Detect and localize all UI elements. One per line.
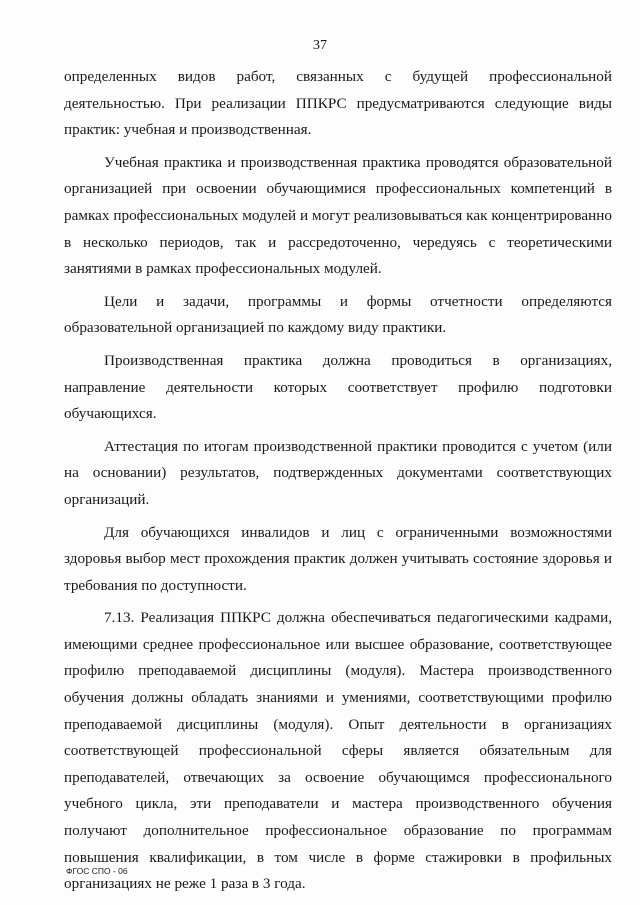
paragraph-practice-organization: Учебная практика и производственная практика проводятся образовательной организацией при освоении обучающимися профессиональных компетенций в рамках профессиональных модулей и могут реализовываться как концентрированно в несколько периодов, так и рассредоточенно, чередуясь с теоретическими занятиями в рамках профессиональных модулей.	[64, 153, 612, 278]
document-footer-code: ФГОС СПО - 06	[66, 866, 128, 876]
paragraph-production-practice: Производственная практика должна проводиться в организациях, направление деятельности которых соответствует профилю подготовки обучающихся.	[64, 351, 612, 423]
paragraph-practice-types: определенных видов работ, связанных с будущей профессиональной деятельностью. При реализации ППКРС предусматриваются следующие виды практик: учебная и производственная.	[64, 68, 612, 139]
page-number: 37	[313, 38, 327, 53]
paragraph-attestation: Аттестация по итогам производственной практики проводится с учетом (или на основании) результатов, подтвержденных документами соответствующих организаций.	[64, 437, 612, 508]
document-body	[64, 64, 612, 898]
paragraph-disabled-students: Для обучающихся инвалидов и лиц с ограниченными возможностями здоровья выбор мест прохождения практик должен учитывать состояние здоровья и требования по доступности.	[64, 523, 612, 594]
paragraph-section-7-13: 7.13. Реализация ППКРС должна обеспечиваться педагогическими кадрами, имеющими среднее профессиональное или высшее образование, соответствующее профилю преподаваемой дисциплины (модуля). Мастера производственного обучения должны обладать знаниями и умениями, соответствующими профилю преподаваемой дисциплины (модуля). Опыт деятельности в организациях соответствующей профессиональной сферы является обязательным для преподавателей, отвечающих за освоение обучающимся профессионального учебного цикла, эти преподаватели и мастера производственного обучения получают дополнительное профессиональное образование по программам повышения квалификации, в том числе в форме стажировки в профильных организациях не реже 1 раза в 3 года.	[64, 609, 612, 893]
paragraph-practice-goals: Цели и задачи, программы и формы отчетности определяются образовательной организацией по каждому виду практики.	[64, 292, 612, 337]
